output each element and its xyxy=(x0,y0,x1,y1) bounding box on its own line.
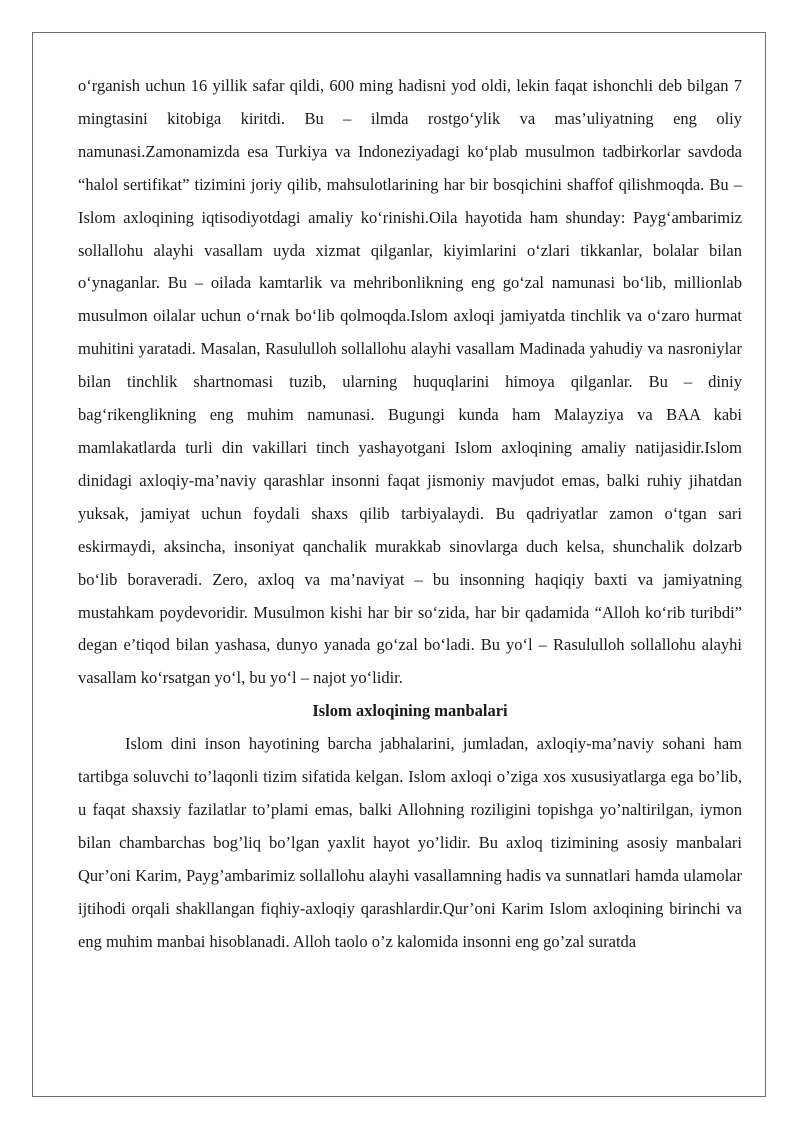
document-body xyxy=(78,70,742,958)
section-heading: Islom axloqining manbalari xyxy=(312,701,508,721)
body-paragraph-continued: o‘rganish uchun 16 yillik safar qildi, 600 ming hadisni yod oldi, lekin faqat ishonchli deb bilgan 7 mingtasini kitobiga kiritdi. Bu – ilmda rostgo‘ylik va mas’uliyatning eng oliy namunasi.Zamonamizda esa Turkiya va Indoneziyadagi ko‘plab musulmon tadbirkorlar savdoda “halol sertifikat” tizimini joriy qilib, mahsulotlarining har bir bosqichini shaffof qilishmoqda. Bu – Islom axloqining iqtisodiyotdagi amaliy ko‘rinishi.Oila hayotida ham shunday: Payg‘ambarimiz sollallohu alayhi vasallam uyda xizmat qilganlar, kiyimlarini o‘zlari tikkanlar, bolalar bilan o‘ynaganlar. Bu – oilada kamtarlik va mehribonlikning eng go‘zal namunasi bo‘lib, millionlab musulmon oilalar uchun o‘rnak bo‘lib qolmoqda.Islom axloqi jamiyatda tinchlik va o‘zaro hurmat muhitini yaratadi. Masalan, Rasululloh sollallohu alayhi vasallam Madinada yahudiy va nasroniylar bilan tinchlik shartnomasi tuzib, ularning huquqlarini himoya qilganlar. Bu – diniy bag‘rikenglikning eng muhim namunasi. Bugungi kunda ham Malayziya va BAA kabi mamlakatlarda turli din vakillari tinch yashayotgani Islom axloqining amaliy natijasidir.Islom dinidagi axloqiy-ma’naviy qarashlar insonni faqat jismoniy mavjudot emas, balki ruhiy jihatdan yuksak, jamiyat uchun foydali shaxs qilib tarbiyalaydi. Bu qadriyatlar zamon o‘tgan sari eskirmaydi, aksincha, insoniyat qanchalik murakkab sinovlarga duch kelsa, shunchalik dolzarb bo‘lib boraveradi. Zero, axloq va ma’naviyat – bu insonning haqiqiy baxti va jamiyatning mustahkam poydevoridir. Musulmon kishi har bir so‘zida, har bir qadamida “Alloh ko‘rib turibdi” degan e’tiqod bilan yashasa, dunyo yanada go‘zal bo‘ladi. Bu yo‘l – Rasululloh sollallohu alayhi vasallam ko‘rsatgan yo‘l, bu yo‘l – najot yo‘lidir. xyxy=(78,76,742,688)
body-paragraph-sources: Islom dini inson hayotining barcha jabhalarini, jumladan, axloqiy-ma’naviy sohani ham tartibga soluvchi to’laqonli tizim sifatida kelgan. Islom axloqi o’ziga xos xususiyatlarga ega bo’lib, u faqat shaxsiy fazilatlar to’plami emas, balki Allohning roziligini topishga yo’naltirilgan, iymon bilan chambarchas bog’liq bo’lgan yaxlit hayot yo’lidir. Bu axloq tizimining asosiy manbalari Qur’oni Karim, Payg’ambarimiz sollallohu alayhi vasallamning hadis va sunnatlari hamda ulamolar ijtihodi orqali shakllangan fiqhiy-axloqiy qarashlardir.Qur’oni Karim Islom axloqining birinchi va eng muhim manbai hisoblanadi. Alloh taolo o’z kalomida insonni eng go’zal suratda xyxy=(78,734,742,951)
